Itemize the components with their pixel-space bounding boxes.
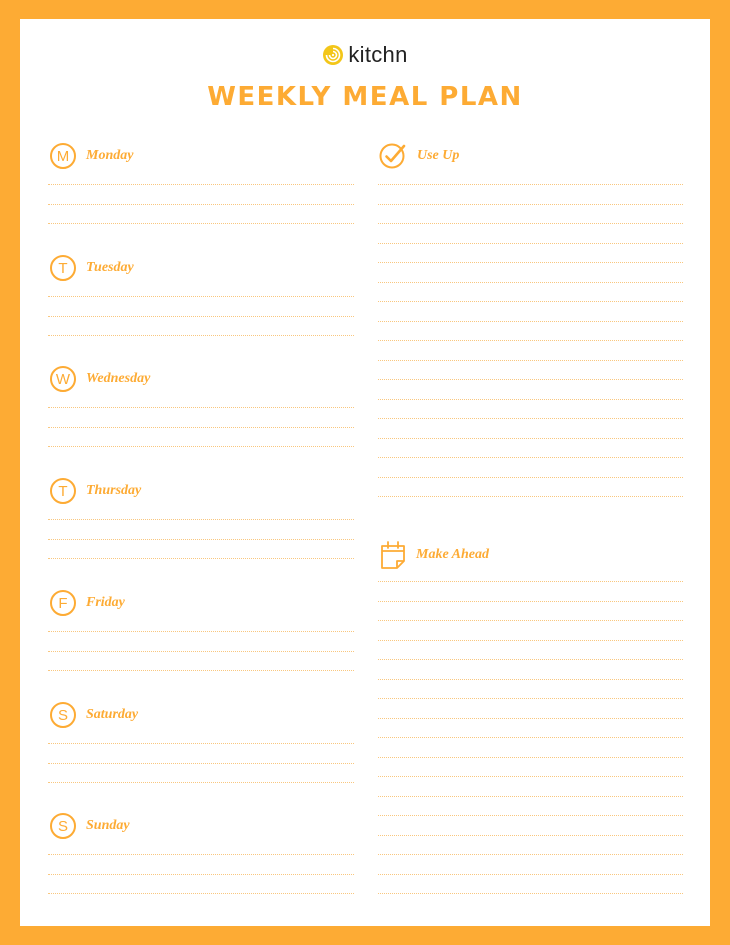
- writing-line[interactable]: [378, 204, 683, 205]
- writing-line[interactable]: [48, 204, 354, 205]
- writing-line[interactable]: [378, 360, 683, 361]
- make-ahead-label: Make Ahead: [416, 547, 489, 562]
- writing-line[interactable]: [48, 558, 354, 559]
- writing-line[interactable]: [378, 815, 683, 816]
- calendar-icon: [380, 540, 406, 570]
- writing-line[interactable]: [48, 223, 354, 224]
- meal-plan-sheet: [20, 19, 710, 926]
- brand-header: [20, 43, 710, 67]
- day-label: Monday: [86, 148, 134, 163]
- writing-line[interactable]: [378, 301, 683, 302]
- writing-line[interactable]: [378, 698, 683, 699]
- day-label: Saturday: [86, 707, 139, 722]
- writing-line[interactable]: [378, 620, 683, 621]
- writing-line[interactable]: [48, 763, 354, 764]
- checkmark-circle-icon: [379, 142, 407, 170]
- day-thursday: [50, 478, 141, 504]
- writing-line[interactable]: [378, 601, 683, 602]
- writing-line[interactable]: [48, 893, 354, 894]
- day-tuesday: [50, 255, 134, 281]
- writing-line[interactable]: [378, 640, 683, 641]
- writing-line[interactable]: [378, 496, 683, 497]
- writing-line[interactable]: [48, 407, 354, 408]
- writing-line[interactable]: [378, 757, 683, 758]
- writing-line[interactable]: [48, 874, 354, 875]
- writing-line[interactable]: [378, 438, 683, 439]
- writing-line[interactable]: [378, 379, 683, 380]
- use-up-label: Use Up: [417, 148, 460, 163]
- writing-line[interactable]: [378, 776, 683, 777]
- writing-line[interactable]: [378, 418, 683, 419]
- day-saturday: [50, 702, 138, 728]
- writing-line[interactable]: [48, 782, 354, 783]
- day-label: Friday: [86, 595, 125, 610]
- letter-m-circle-icon: M: [50, 143, 76, 169]
- writing-line[interactable]: [48, 519, 354, 520]
- writing-line[interactable]: [48, 316, 354, 317]
- writing-line[interactable]: [378, 477, 683, 478]
- writing-line[interactable]: [378, 581, 683, 582]
- writing-line[interactable]: [48, 631, 354, 632]
- writing-line[interactable]: [378, 340, 683, 341]
- writing-line[interactable]: [48, 446, 354, 447]
- writing-line[interactable]: [378, 737, 683, 738]
- writing-line[interactable]: [48, 539, 354, 540]
- use-up-section: [379, 142, 459, 170]
- make-ahead-section: [380, 540, 489, 570]
- day-label: Tuesday: [86, 260, 134, 275]
- day-sunday: [50, 813, 130, 839]
- day-label: Wednesday: [86, 371, 151, 386]
- letter-w-circle-icon: W: [50, 366, 76, 392]
- writing-line[interactable]: [48, 670, 354, 671]
- writing-line[interactable]: [378, 457, 683, 458]
- writing-line[interactable]: [378, 262, 683, 263]
- day-label: Thursday: [86, 483, 142, 498]
- day-label: Sunday: [86, 818, 130, 833]
- day-wednesday: [50, 366, 150, 392]
- writing-line[interactable]: [378, 243, 683, 244]
- writing-line[interactable]: [378, 321, 683, 322]
- letter-s-circle-icon: S: [50, 702, 76, 728]
- writing-line[interactable]: [378, 796, 683, 797]
- letter-s-circle-icon: S: [50, 813, 76, 839]
- writing-line[interactable]: [378, 659, 683, 660]
- writing-line[interactable]: [378, 223, 683, 224]
- letter-t-circle-icon: T: [50, 478, 76, 504]
- brand-name: kitchn: [348, 42, 408, 67]
- writing-line[interactable]: [378, 893, 683, 894]
- writing-line[interactable]: [378, 718, 683, 719]
- writing-line[interactable]: [48, 743, 354, 744]
- swirl-logo-icon: [322, 44, 344, 66]
- day-monday: [50, 143, 133, 169]
- writing-line[interactable]: [378, 874, 683, 875]
- writing-line[interactable]: [378, 399, 683, 400]
- writing-line[interactable]: [378, 835, 683, 836]
- writing-line[interactable]: [48, 427, 354, 428]
- writing-line[interactable]: [378, 679, 683, 680]
- writing-line[interactable]: [48, 184, 354, 185]
- letter-f-circle-icon: F: [50, 590, 76, 616]
- writing-line[interactable]: [378, 854, 683, 855]
- page-title: WEEKLY MEAL PLAN: [207, 82, 523, 112]
- writing-line[interactable]: [48, 296, 354, 297]
- writing-line[interactable]: [378, 282, 683, 283]
- writing-line[interactable]: [48, 854, 354, 855]
- writing-line[interactable]: [48, 335, 354, 336]
- letter-t-circle-icon: T: [50, 255, 76, 281]
- day-friday: [50, 590, 125, 616]
- writing-line[interactable]: [48, 651, 354, 652]
- writing-line[interactable]: [378, 184, 683, 185]
